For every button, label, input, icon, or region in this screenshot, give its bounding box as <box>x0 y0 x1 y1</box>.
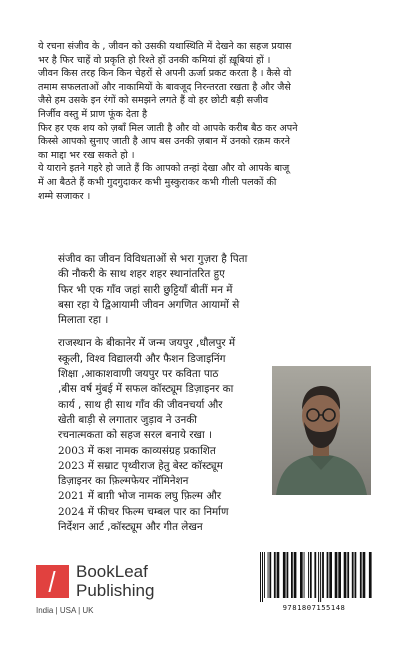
bio-achievement: 2003 में कश नामक काव्यसंग्रह प्रकाशित <box>58 444 216 457</box>
intro-line: फिर हर एक शय को ज़बाँ मिल जाती है और वो आपके करीब बैठ कर अपने <box>38 122 298 134</box>
author-photo <box>272 366 371 495</box>
bio-line: मिलाता रहा । <box>58 314 109 327</box>
bio-line: स्कूली, विश्व विद्यालयी और फैशन डिजाइनिंग <box>58 352 226 365</box>
bio-achievement: 2024 में फीचर फिल्म चम्बल पार का निर्माण <box>58 505 229 518</box>
bio-line: ,बीस वर्ष मुंबई में सफल कॉस्ट्यूम डिज़ाइनर का <box>58 383 234 396</box>
bio-line: की नौकरी के साथ शहर शहर स्थानांतरित हुए <box>58 268 225 281</box>
bio-achievement: निर्देशन आर्ट ,कॉस्ट्यूम और गीत लेखन <box>58 521 203 534</box>
bio-line: शिक्षा ,आकाशवाणी जयपुर पर कविता पाठ <box>58 368 219 381</box>
author-bio <box>58 252 263 535</box>
bio-line: फिर भी एक गाँव जहां सारी छुट्टियाँ बीतीं मन में <box>58 283 233 296</box>
bio-line: बसा रहा ये द्विआयामी जीवन अगणित आयामों से <box>58 298 240 311</box>
intro-line: का माद्दा भर रख सकते हो । <box>38 149 135 161</box>
bookleaf-logo-icon <box>36 565 69 598</box>
intro-line: शम्मे सजाकर । <box>38 190 91 202</box>
intro-line: तमाम सफलताओं और नाकामियों के बावजूद निरन्तरता रखता है और जैसे <box>38 81 291 93</box>
bio-achievement: 2021 में बाग़ी भोज नामक लघु फ़िल्म और <box>58 490 222 503</box>
intro-line: जैसे हम उसके इन रंगों को समझने लगते हैं वो हर छोटी बड़ी सजीव <box>38 95 269 107</box>
intro-line: जीवन किस तरह किन किन चेहरों से अपनी ऊर्जा प्रकट करता है । कैसे वो <box>38 68 292 80</box>
bio-line: रचनात्मकता को सहज सरल बनाये रखा । <box>58 429 212 442</box>
intro-line: किस्से आपको सुनाए जाती है आप बस उनकी ज़बान में उनको रक़म करने <box>38 136 290 148</box>
author-portrait-illustration <box>272 366 371 495</box>
intro-line: भर है फिर चाहें वो प्रकृति हो रिश्ते हों उनकी कमियां हों ख़ूबियां हों । <box>38 54 271 66</box>
bio-achievement: डिज़ाइनर का फ़िल्मफेयर नॉमिनेशन <box>58 475 189 488</box>
intro-line: ये रचना संजीव के , जीवन को उसकी यथास्थिति में देखने का सहज प्रयास <box>38 41 292 52</box>
bio-achievement: 2023 में सम्राट पृथ्वीराज हेतु बेस्ट कॉस्ट्यूम <box>58 459 223 472</box>
publisher-name: BookLeaf Publishing <box>76 562 155 600</box>
intro-line: में आ बैठते हैं कभी गुदगुदाकर कभी मुस्कुराकर कभी गीली पलकों की <box>38 176 277 188</box>
isbn-number: 9781807155148 <box>282 603 346 612</box>
barcode-icon <box>256 550 372 602</box>
bio-line: राजस्थान के बीकानेर में जन्म जयपुर ,धौलपुर में <box>58 337 236 350</box>
bio-line: कार्य , साथ ही साथ गाँव की जीवनचर्या और <box>58 398 223 411</box>
intro-line: निर्जीव वस्तु में प्राण फूंक देता है <box>38 108 148 120</box>
bio-line: संजीव का जीवन विविधताओं से भरा गुज़रा है पिता <box>58 253 248 265</box>
bio-line: खेती बाड़ी से लगातार जुड़ाव ने उनकी <box>58 413 197 426</box>
intro-line: ये याराने इतने गहरे हो जाते हैं कि आपको तन्हां देखा और वो आपके बाजू <box>38 163 290 175</box>
intro-text-block <box>38 40 378 203</box>
publisher-regions: India | USA | UK <box>36 606 94 615</box>
publisher-logo <box>36 561 216 623</box>
